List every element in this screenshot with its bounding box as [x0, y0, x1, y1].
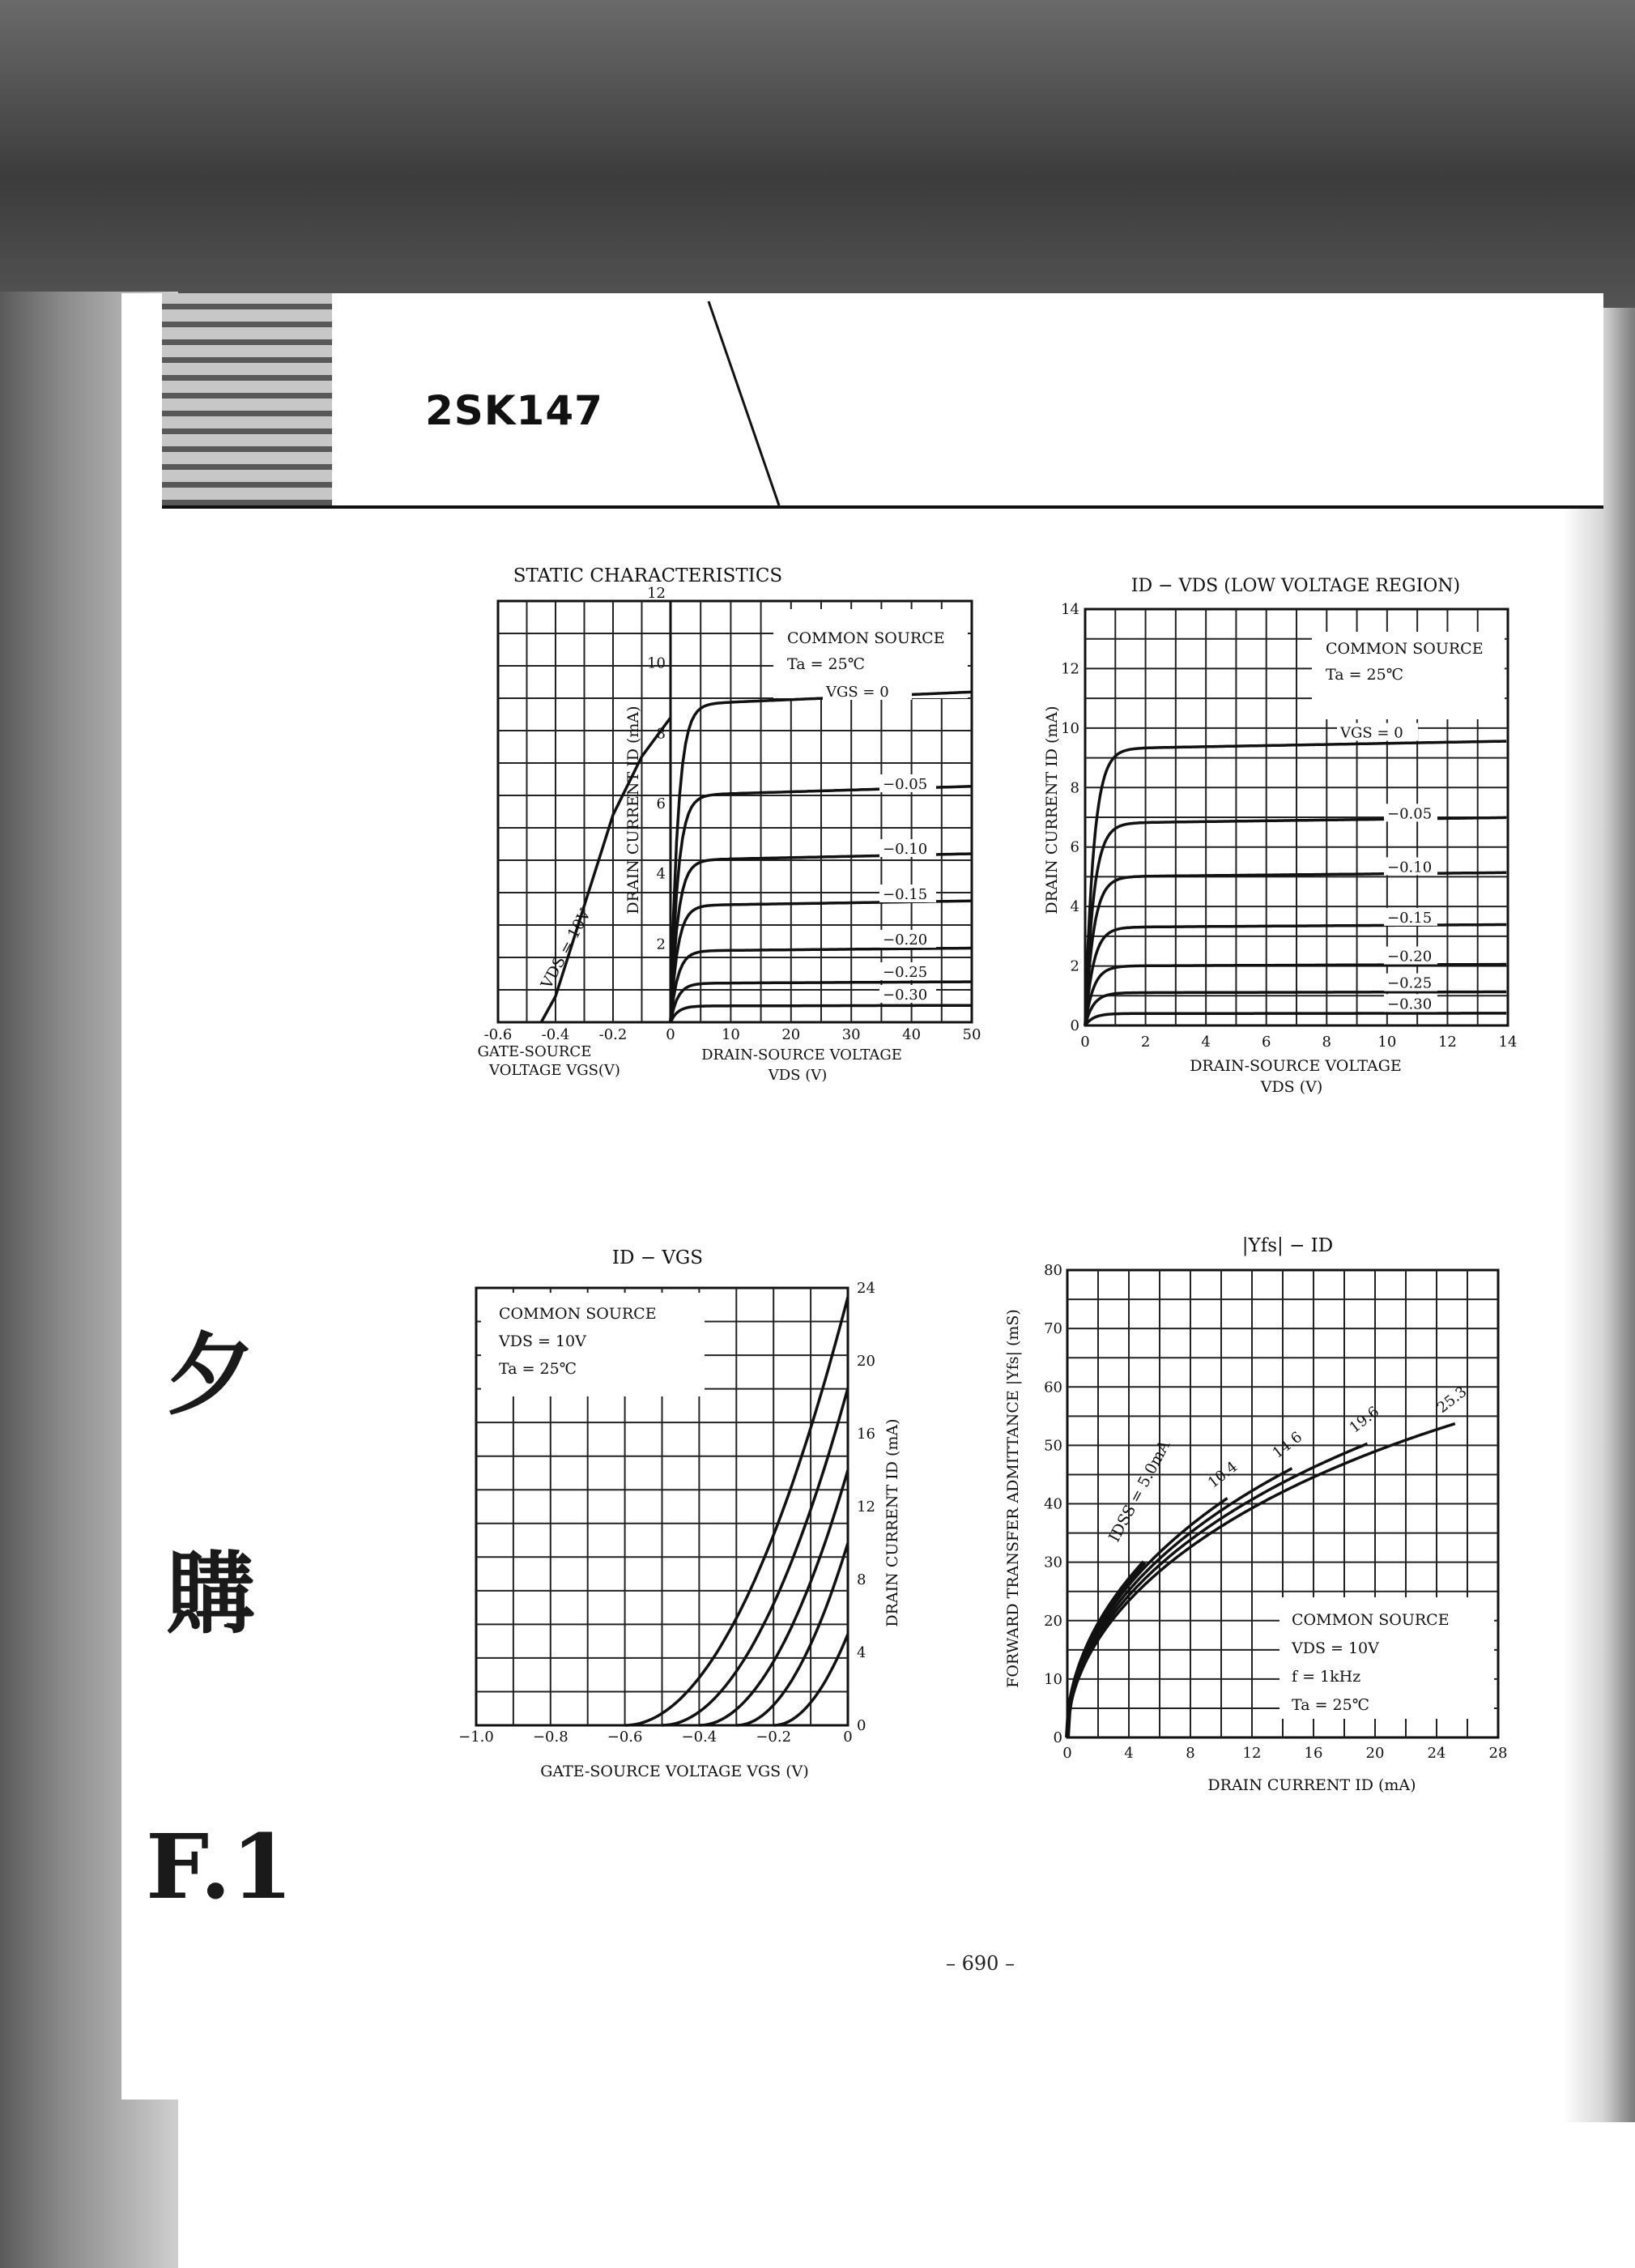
- chart1-left-tick: -0.2: [598, 1026, 628, 1043]
- chart4-annotation: f = 1kHz: [1292, 1668, 1361, 1686]
- chart3-xtick: −0.8: [532, 1729, 568, 1746]
- chart3-xtick: −0.4: [681, 1729, 717, 1746]
- chart4-ytick: 40: [1044, 1495, 1062, 1513]
- chart1-left-tick: -0.4: [541, 1026, 570, 1043]
- chart3-xtick: −0.6: [607, 1729, 643, 1746]
- chart2-ytick: 14: [1061, 601, 1079, 618]
- chart4-series-label: IDSS = 5.0mA: [1105, 1437, 1174, 1545]
- chart1-xtick: 40: [902, 1026, 922, 1043]
- chart4-xtick: 28: [1488, 1745, 1508, 1762]
- chart2-ytick: 12: [1061, 660, 1079, 678]
- chart3-ytick: 4: [857, 1644, 866, 1661]
- chart1-series-label: −0.30: [883, 987, 928, 1004]
- chart1-ytick: 2: [656, 936, 666, 953]
- chart3-ylabel: DRAIN CURRENT ID (mA): [883, 1418, 901, 1627]
- chart1-left-xlabel2: VOLTAGE VGS(V): [489, 1062, 620, 1079]
- chart2-series-label: −0.25: [1387, 974, 1433, 992]
- chart2-ytick: 2: [1070, 957, 1079, 975]
- chart1-annotation: Ta = 25℃: [787, 655, 865, 673]
- chart4-ytick: 0: [1053, 1729, 1062, 1746]
- chart2-xtick: 14: [1498, 1034, 1518, 1051]
- chart4-annotation: Ta = 25℃: [1292, 1696, 1369, 1714]
- chart1-ylabel: DRAIN CURRENT ID (mA): [624, 706, 642, 914]
- chart1-series-label: −0.25: [883, 964, 928, 981]
- chart3-ytick: 16: [857, 1426, 875, 1443]
- chart3-xtick: −1.0: [458, 1729, 494, 1746]
- chart2-ytick: 4: [1070, 898, 1079, 916]
- chart4-title: |Yfs| − ID: [1241, 1235, 1334, 1256]
- chart3-annotation: COMMON SOURCE: [499, 1305, 657, 1323]
- chart3-xtick: −0.2: [756, 1729, 792, 1746]
- chart1-ytick: 6: [656, 795, 666, 812]
- chart4-series-label: 14.6: [1269, 1428, 1306, 1462]
- chart4-ytick: 70: [1044, 1320, 1062, 1338]
- chart2-series-label: −0.10: [1387, 859, 1433, 876]
- chart3-xlabel: GATE-SOURCE VOLTAGE VGS (V): [540, 1763, 809, 1780]
- chart1-curve-label: VDS = 10V: [537, 906, 594, 992]
- chart3-title: ID − VGS: [611, 1247, 704, 1268]
- chart2-ytick: 6: [1070, 838, 1079, 856]
- chart4-xtick: 0: [1062, 1745, 1072, 1762]
- chart1-ytick: 8: [656, 725, 666, 743]
- chart1-xtick: 30: [841, 1026, 861, 1043]
- chart3-ytick: 0: [857, 1717, 866, 1734]
- chart1-series-label: −0.20: [883, 932, 928, 949]
- chart4-annotation: COMMON SOURCE: [1292, 1611, 1450, 1629]
- chart1-xtick: 10: [721, 1026, 740, 1043]
- handwriting-2: 購: [166, 1541, 255, 1646]
- chart2-xtick: 6: [1261, 1034, 1271, 1051]
- chart2-xtick: 8: [1322, 1034, 1332, 1051]
- chart2-annotation: Ta = 25℃: [1326, 666, 1403, 684]
- chart4-ylabel: FORWARD TRANSFER ADMITTANCE |Yfs| (mS): [1004, 1309, 1022, 1688]
- chart4-xlabel: DRAIN CURRENT ID (mA): [1207, 1776, 1416, 1794]
- chart4-xtick: 4: [1124, 1745, 1134, 1762]
- chart4-ytick: 80: [1044, 1262, 1062, 1279]
- chart2-series-label: −0.30: [1387, 995, 1433, 1013]
- chart4-xtick: 12: [1242, 1745, 1262, 1762]
- chart2-xlabel2: VDS (V): [1260, 1078, 1323, 1096]
- page-number: – 690 –: [946, 1952, 1015, 1975]
- chart2-xtick: 0: [1080, 1034, 1090, 1051]
- chart2-annotation: COMMON SOURCE: [1326, 640, 1484, 658]
- chart1-ytick: 12: [647, 585, 666, 602]
- chart2-series-label: −0.20: [1387, 948, 1433, 966]
- chart1-series-label: −0.10: [883, 841, 928, 858]
- chart4-xtick: 24: [1427, 1745, 1446, 1762]
- chart2-series-label: −0.05: [1387, 805, 1433, 823]
- chart2-series-label: VGS = 0: [1340, 724, 1403, 742]
- part-number: 2SK147: [425, 387, 603, 434]
- chart4-series-label: 10.4: [1204, 1458, 1241, 1492]
- chart1-ytick: 10: [647, 654, 666, 672]
- chart2-xlabel: DRAIN-SOURCE VOLTAGE: [1190, 1057, 1402, 1075]
- chart2-xtick: 2: [1140, 1034, 1151, 1051]
- chart2-ytick: 10: [1061, 719, 1079, 737]
- chart3-ytick: 12: [857, 1498, 875, 1516]
- chart2-ytick: 8: [1070, 779, 1079, 797]
- chart1-series-label: −0.05: [883, 776, 928, 793]
- chart1-left-xlabel: GATE-SOURCE: [477, 1043, 592, 1060]
- chart1-xtick: 50: [962, 1026, 981, 1043]
- chart1-series-label: −0.15: [883, 886, 928, 903]
- chart2-ytick: 0: [1070, 1017, 1079, 1034]
- chart1-ytick: 4: [656, 865, 666, 883]
- handwriting-1: 夕: [166, 1323, 255, 1427]
- chart2-ylabel: DRAIN CURRENT ID (mA): [1043, 706, 1061, 914]
- chart1-xlabel2: VDS (V): [768, 1067, 828, 1084]
- chart4-ytick: 60: [1044, 1379, 1062, 1396]
- chart4-curve: [1067, 1469, 1292, 1737]
- chart1-xlabel: DRAIN-SOURCE VOLTAGE: [701, 1047, 902, 1064]
- chart2-series-label: −0.15: [1387, 909, 1433, 927]
- chart3-ytick: 24: [857, 1280, 875, 1297]
- chart4-series-label: 25.3: [1433, 1383, 1471, 1417]
- chart1-xtick: 20: [781, 1026, 801, 1043]
- chart1-left-tick: -0.6: [483, 1026, 513, 1043]
- chart1-annotation: COMMON SOURCE: [787, 629, 945, 647]
- chart2-xtick: 12: [1437, 1034, 1457, 1051]
- chart4-curve: [1067, 1498, 1228, 1737]
- chart3-annotation: Ta = 25℃: [499, 1360, 577, 1378]
- chart4-xtick: 16: [1304, 1745, 1323, 1762]
- chart1-series-label: VGS = 0: [826, 684, 889, 701]
- chart4-ytick: 10: [1044, 1670, 1062, 1688]
- chart4-xtick: 8: [1186, 1745, 1195, 1762]
- chart3-xtick: 0: [843, 1729, 853, 1746]
- chart4-series-label: 19.6: [1346, 1403, 1383, 1437]
- chart4-ytick: 50: [1044, 1437, 1062, 1455]
- chart4-annotation: VDS = 10V: [1292, 1639, 1379, 1657]
- chart1-xtick: 0: [666, 1026, 675, 1043]
- handwriting-3: F.1: [146, 1814, 293, 1919]
- chart3-curve: [736, 1543, 848, 1725]
- chart1-title: STATIC CHARACTERISTICS: [513, 565, 783, 586]
- chart2-xtick: 10: [1377, 1034, 1397, 1051]
- chart2-title: ID − VDS (LOW VOLTAGE REGION): [1130, 576, 1461, 596]
- chart4-xtick: 20: [1365, 1745, 1385, 1762]
- chart3-annotation: VDS = 10V: [499, 1332, 586, 1350]
- chart4-ytick: 30: [1044, 1554, 1062, 1571]
- chart4-ytick: 20: [1044, 1612, 1062, 1630]
- chart3-ytick: 8: [857, 1571, 866, 1588]
- chart3-ytick: 20: [857, 1353, 875, 1370]
- chart2-xtick: 4: [1201, 1034, 1211, 1051]
